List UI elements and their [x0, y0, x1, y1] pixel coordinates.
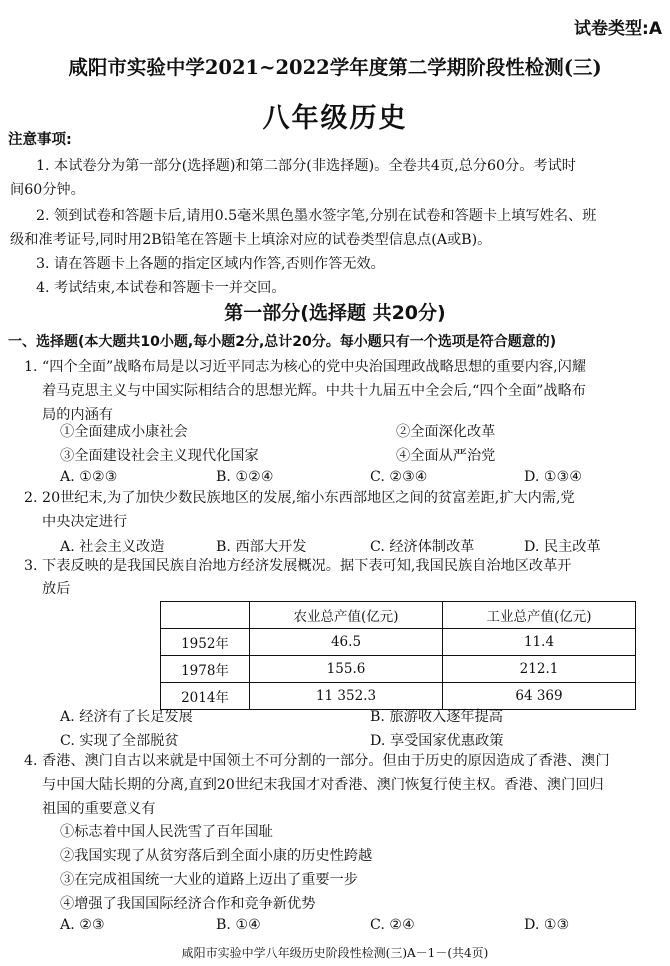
table-row: [161, 656, 636, 683]
paper-type: 试卷类型:A: [574, 19, 662, 39]
q1-item-3: ③全面建设社会主义现代化国家: [60, 448, 259, 464]
q1-item-2: ②全面深化改革: [396, 424, 496, 440]
q3-option-b[interactable]: B. 旅游收入逐年提高: [370, 709, 503, 725]
table-header-cell: 工业总产值(亿元): [443, 602, 636, 629]
q1-stem-2: 着马克思主义与中国实际相结合的思想光辉。中共十九届五中全会后,“四个全面”战略布: [42, 383, 586, 399]
note-4: 4. 考试结束,本试卷和答题卡一并交回。: [36, 280, 286, 296]
q4-item-3: ③在完成祖国统一大业的道路上迈出了重要一步: [60, 872, 358, 888]
notes-heading: 注意事项:: [8, 132, 72, 148]
q2-stem-1: 2. 20世纪末,为了加快少数民族地区的发展,缩小东西部地区之间的贫富差距,扩大内需,党: [24, 490, 575, 506]
part1-title: 第一部分(选择题 共20分): [224, 302, 446, 324]
table-cell: 155.6: [250, 656, 443, 683]
table-cell: 212.1: [443, 656, 636, 683]
table-cell: 11.4: [443, 629, 636, 656]
q2-option-d[interactable]: D. 民主改革: [524, 539, 601, 555]
q4-option-d[interactable]: D. ①③: [524, 917, 570, 933]
note-2: 2. 领到试卷和答题卡后,请用0.5毫米黑色墨水签字笔,分别在试卷和答题卡上填写姓名、班: [36, 208, 597, 224]
note-3: 3. 请在答题卡上各题的指定区域内作答,否则作答无效。: [36, 256, 385, 272]
note-2-cont: 级和准考证号,同时用2B铅笔在答题卡上填涂对应的试卷类型信息点(A或B)。: [10, 232, 492, 248]
q3-stem-2: 放后: [42, 581, 71, 597]
q1-option-d[interactable]: D. ①③④: [524, 469, 583, 485]
q4-stem-3: 祖国的重要意义有: [42, 801, 156, 817]
table-header-cell: [161, 602, 250, 629]
q2-stem-2: 中央决定进行: [42, 514, 128, 530]
q4-option-a[interactable]: A. ②③: [60, 917, 105, 933]
q1-stem-3: 局的内涵有: [42, 407, 113, 423]
table-cell-year: 1952年: [161, 629, 250, 656]
table-cell: 64 369: [443, 683, 636, 710]
q1-item-1: ①全面建成小康社会: [60, 424, 188, 440]
table-cell-year: 2014年: [161, 683, 250, 710]
q3-data-table: [160, 601, 636, 710]
q1-option-b[interactable]: B. ①②④: [216, 469, 274, 485]
q3-option-a[interactable]: A. 经济有了长足发展: [60, 709, 193, 725]
q4-option-b[interactable]: B. ①④: [216, 917, 261, 933]
table-row: [161, 629, 636, 656]
q3-option-c[interactable]: C. 实现了全部脱贫: [60, 733, 179, 749]
q1-stem-1: 1. “四个全面”战略布局是以习近平同志为核心的党中央治国理政战略思想的重要内容,闪耀: [24, 359, 587, 375]
q3-stem-1: 3. 下表反映的是我国民族自治地方经济发展概况。据下表可知,我国民族自治地区改革开: [24, 558, 572, 574]
subject-title: 八年级历史: [262, 103, 408, 134]
note-1: 1. 本试卷分为第一部分(选择题)和第二部分(非选择题)。全卷共4页,总分60分。考试时: [36, 158, 576, 174]
q4-item-1: ①标志着中国人民洗雪了百年国耻: [60, 824, 273, 840]
q4-item-2: ②我国实现了从贫穷落后到全面小康的历史性跨越: [60, 848, 373, 864]
q4-item-4: ④增强了我国国际经济合作和竞争新优势: [60, 896, 316, 912]
q1-option-c[interactable]: C. ②③④: [370, 469, 428, 485]
q4-stem-1: 4. 香港、澳门自古以来就是中国领土不可分割的一部分。但由于历史的原因造成了香港、澳门: [24, 753, 610, 769]
q1-item-4: ④全面从严治党: [396, 448, 496, 464]
table-header-row: [161, 602, 636, 629]
q4-stem-2: 与中国大陆长期的分离,直到20世纪末我国才对香港、澳门恢复行使主权。香港、澳门回归: [42, 777, 604, 793]
table-cell: 46.5: [250, 629, 443, 656]
q2-option-b[interactable]: B. 西部大开发: [216, 539, 307, 555]
part1-instruction: 一、选择题(本大题共10小题,每小题2分,总计20分。每小题只有一个选项是符合题意的): [8, 334, 557, 350]
q2-option-a[interactable]: A. 社会主义改造: [60, 539, 165, 555]
exam-title: 咸阳市实验中学2021~2022学年度第二学期阶段性检测(三): [68, 56, 602, 79]
table-cell-year: 1978年: [161, 656, 250, 683]
table-header-cell: 农业总产值(亿元): [250, 602, 443, 629]
q1-option-a[interactable]: A. ①②③: [60, 469, 118, 485]
q2-option-c[interactable]: C. 经济体制改革: [370, 539, 475, 555]
table-cell: 11 352.3: [250, 683, 443, 710]
q4-option-c[interactable]: C. ②④: [370, 917, 415, 933]
note-1-cont: 间60分钟。: [10, 182, 85, 198]
q3-option-d[interactable]: D. 享受国家优惠政策: [370, 733, 504, 749]
page-footer: 咸阳市实验中学八年级历史阶段性检测(三)A－1－(共4页): [181, 946, 489, 960]
